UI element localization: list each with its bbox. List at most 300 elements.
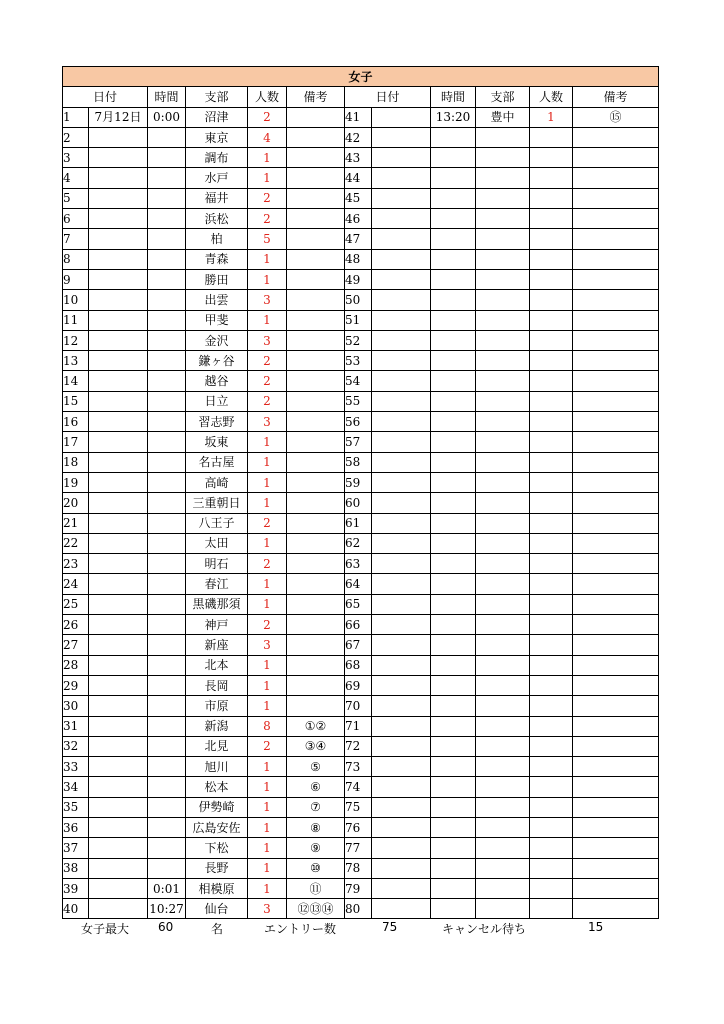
time-cell — [148, 716, 186, 736]
row-number: 20 — [63, 493, 89, 513]
table-row — [63, 757, 659, 777]
date-cell — [89, 716, 148, 736]
branch-cell — [476, 351, 530, 371]
branch-cell — [476, 472, 530, 492]
note-cell — [287, 675, 345, 695]
date-cell — [89, 371, 148, 391]
branch-cell: 越谷 — [186, 371, 248, 391]
row-number: 22 — [63, 533, 89, 553]
branch-cell: 下松 — [186, 838, 248, 858]
date-cell — [372, 290, 431, 310]
note-cell — [287, 107, 345, 127]
row-number: 32 — [63, 736, 89, 756]
count-cell — [530, 696, 573, 716]
row-number: 76 — [345, 817, 372, 837]
note-cell — [287, 533, 345, 553]
note-cell — [573, 899, 659, 919]
date-cell — [89, 209, 148, 229]
branch-cell: 八王子 — [186, 513, 248, 533]
row-number: 53 — [345, 351, 372, 371]
count-cell: 1 — [248, 594, 287, 614]
time-cell — [431, 736, 476, 756]
unit-label: 名 — [211, 922, 224, 936]
header-date-right: 日付 — [345, 87, 431, 107]
date-cell — [89, 777, 148, 797]
branch-cell — [476, 716, 530, 736]
row-number: 48 — [345, 249, 372, 269]
row-number: 2 — [63, 127, 89, 147]
count-cell — [530, 269, 573, 289]
note-cell — [573, 615, 659, 635]
date-cell — [89, 858, 148, 878]
row-number: 28 — [63, 655, 89, 675]
branch-cell: 市原 — [186, 696, 248, 716]
count-cell — [530, 817, 573, 837]
time-cell — [431, 858, 476, 878]
row-number: 41 — [345, 107, 372, 127]
time-cell — [431, 148, 476, 168]
date-cell — [372, 757, 431, 777]
time-cell: 0:01 — [148, 878, 186, 898]
note-cell — [573, 554, 659, 574]
count-cell — [530, 412, 573, 432]
row-number: 5 — [63, 188, 89, 208]
branch-cell: 新潟 — [186, 716, 248, 736]
branch-cell: 福井 — [186, 188, 248, 208]
date-cell — [372, 777, 431, 797]
branch-cell: 坂東 — [186, 432, 248, 452]
date-cell — [89, 554, 148, 574]
count-cell: 2 — [248, 554, 287, 574]
branch-cell: 太田 — [186, 533, 248, 553]
branch-cell — [476, 493, 530, 513]
row-number: 25 — [63, 594, 89, 614]
count-cell — [530, 533, 573, 553]
note-cell — [287, 249, 345, 269]
time-cell — [431, 615, 476, 635]
note-cell — [573, 310, 659, 330]
table-row — [63, 878, 659, 898]
time-cell — [431, 209, 476, 229]
row-number: 35 — [63, 797, 89, 817]
date-cell — [89, 615, 148, 635]
note-cell — [573, 412, 659, 432]
time-cell — [148, 533, 186, 553]
count-cell — [530, 290, 573, 310]
time-cell — [431, 899, 476, 919]
row-number: 55 — [345, 391, 372, 411]
count-cell — [530, 229, 573, 249]
note-cell — [287, 127, 345, 147]
time-cell — [431, 493, 476, 513]
table-row — [63, 675, 659, 695]
time-cell — [431, 290, 476, 310]
time-cell — [148, 797, 186, 817]
branch-cell: 松本 — [186, 777, 248, 797]
count-cell — [530, 330, 573, 350]
time-cell — [148, 351, 186, 371]
table-row — [63, 107, 659, 127]
note-cell — [287, 696, 345, 716]
note-cell — [573, 351, 659, 371]
count-cell — [530, 472, 573, 492]
note-cell — [573, 330, 659, 350]
note-cell: ⑫⑬⑭ — [287, 899, 345, 919]
count-cell: 1 — [248, 777, 287, 797]
time-cell — [431, 757, 476, 777]
note-cell — [287, 635, 345, 655]
count-cell: 1 — [248, 249, 287, 269]
row-number: 58 — [345, 452, 372, 472]
note-cell — [287, 391, 345, 411]
count-cell — [530, 513, 573, 533]
count-cell: 1 — [248, 838, 287, 858]
branch-cell: 柏 — [186, 229, 248, 249]
branch-cell: 黒磯那須 — [186, 594, 248, 614]
branch-cell — [476, 817, 530, 837]
time-cell — [148, 432, 186, 452]
date-cell — [89, 472, 148, 492]
time-cell — [431, 635, 476, 655]
note-cell — [287, 412, 345, 432]
time-cell — [431, 371, 476, 391]
row-number: 8 — [63, 249, 89, 269]
note-cell — [287, 310, 345, 330]
table-row — [63, 696, 659, 716]
time-cell — [148, 757, 186, 777]
row-number: 66 — [345, 615, 372, 635]
note-cell — [573, 452, 659, 472]
branch-cell — [476, 229, 530, 249]
note-cell — [573, 655, 659, 675]
note-cell — [573, 594, 659, 614]
time-cell — [431, 838, 476, 858]
row-number: 3 — [63, 148, 89, 168]
time-cell — [431, 472, 476, 492]
date-cell — [372, 696, 431, 716]
count-cell: 1 — [248, 493, 287, 513]
note-cell — [573, 878, 659, 898]
branch-cell — [476, 574, 530, 594]
time-cell — [431, 188, 476, 208]
branch-cell: 三重朝日 — [186, 493, 248, 513]
time-cell — [431, 655, 476, 675]
note-cell — [573, 209, 659, 229]
time-cell — [431, 574, 476, 594]
note-cell — [573, 574, 659, 594]
count-cell — [530, 594, 573, 614]
count-cell — [530, 797, 573, 817]
count-cell: 2 — [248, 188, 287, 208]
row-number: 40 — [63, 899, 89, 919]
date-cell — [89, 432, 148, 452]
note-cell — [573, 249, 659, 269]
time-cell — [148, 148, 186, 168]
time-cell — [148, 838, 186, 858]
note-cell — [573, 290, 659, 310]
time-cell — [148, 330, 186, 350]
date-cell — [372, 554, 431, 574]
count-cell: 2 — [248, 209, 287, 229]
time-cell — [148, 371, 186, 391]
row-number: 27 — [63, 635, 89, 655]
table-row — [63, 858, 659, 878]
row-number: 18 — [63, 452, 89, 472]
table-row — [63, 817, 659, 837]
note-cell — [287, 513, 345, 533]
note-cell — [573, 229, 659, 249]
count-cell: 3 — [248, 899, 287, 919]
date-cell — [372, 675, 431, 695]
row-number: 68 — [345, 655, 372, 675]
branch-cell — [476, 249, 530, 269]
branch-cell: 新座 — [186, 635, 248, 655]
branch-cell: 長岡 — [186, 675, 248, 695]
date-cell — [372, 493, 431, 513]
female-max-value: 60 — [158, 920, 174, 934]
date-cell — [89, 594, 148, 614]
row-number: 47 — [345, 229, 372, 249]
time-cell — [148, 615, 186, 635]
note-cell — [573, 675, 659, 695]
time-cell — [148, 452, 186, 472]
date-cell — [89, 168, 148, 188]
date-cell — [89, 635, 148, 655]
row-number: 62 — [345, 533, 372, 553]
branch-cell: 広島安佐 — [186, 817, 248, 837]
branch-cell — [476, 635, 530, 655]
note-cell — [573, 493, 659, 513]
sheet-title: 女子 — [63, 67, 659, 87]
date-cell — [372, 188, 431, 208]
branch-cell — [476, 371, 530, 391]
note-cell — [573, 371, 659, 391]
branch-cell: 相模原 — [186, 878, 248, 898]
date-cell — [372, 168, 431, 188]
count-cell — [530, 493, 573, 513]
count-cell — [530, 351, 573, 371]
date-cell — [89, 452, 148, 472]
row-number: 74 — [345, 777, 372, 797]
header-date-left: 日付 — [63, 87, 148, 107]
waitlist-value: 15 — [588, 920, 604, 934]
count-cell: 2 — [248, 391, 287, 411]
time-cell — [148, 736, 186, 756]
time-cell — [148, 209, 186, 229]
waitlist-label: キャンセル待ち — [442, 922, 527, 936]
date-cell — [372, 452, 431, 472]
date-cell — [372, 615, 431, 635]
row-number: 37 — [63, 838, 89, 858]
table-row — [63, 899, 659, 919]
date-cell — [89, 127, 148, 147]
count-cell — [530, 249, 573, 269]
entry-count-label: エントリー数 — [264, 922, 337, 936]
branch-cell — [476, 513, 530, 533]
table-row — [63, 472, 659, 492]
date-cell — [89, 574, 148, 594]
note-cell — [573, 757, 659, 777]
row-number: 44 — [345, 168, 372, 188]
note-cell — [573, 533, 659, 553]
count-cell: 1 — [248, 269, 287, 289]
note-cell — [287, 493, 345, 513]
time-cell — [431, 594, 476, 614]
date-cell — [89, 188, 148, 208]
count-cell: 2 — [248, 736, 287, 756]
branch-cell: 名古屋 — [186, 452, 248, 472]
branch-cell: 仙台 — [186, 899, 248, 919]
count-cell: 1 — [248, 472, 287, 492]
time-cell — [148, 391, 186, 411]
branch-cell — [476, 330, 530, 350]
count-cell: 3 — [248, 412, 287, 432]
date-cell — [89, 878, 148, 898]
table-row — [63, 655, 659, 675]
entry-table-body — [63, 67, 659, 919]
count-cell: 1 — [248, 757, 287, 777]
count-cell: 1 — [248, 655, 287, 675]
row-number: 38 — [63, 858, 89, 878]
time-cell — [148, 675, 186, 695]
time-cell — [148, 188, 186, 208]
note-cell: ⑩ — [287, 858, 345, 878]
branch-cell: 北見 — [186, 736, 248, 756]
count-cell — [530, 432, 573, 452]
note-cell — [287, 290, 345, 310]
row-number: 17 — [63, 432, 89, 452]
time-cell — [148, 635, 186, 655]
row-number: 56 — [345, 412, 372, 432]
count-cell — [530, 391, 573, 411]
branch-cell — [476, 269, 530, 289]
note-cell — [287, 574, 345, 594]
time-cell — [431, 229, 476, 249]
time-cell — [431, 696, 476, 716]
branch-cell: 高崎 — [186, 472, 248, 492]
branch-cell: 水戸 — [186, 168, 248, 188]
row-number: 51 — [345, 310, 372, 330]
date-cell — [89, 655, 148, 675]
note-cell — [573, 391, 659, 411]
table-row — [63, 797, 659, 817]
row-number: 79 — [345, 878, 372, 898]
branch-cell: 勝田 — [186, 269, 248, 289]
branch-cell — [476, 533, 530, 553]
count-cell: 1 — [248, 797, 287, 817]
table-row — [63, 249, 659, 269]
row-number: 49 — [345, 269, 372, 289]
summary-footer — [62, 918, 658, 938]
time-cell — [148, 229, 186, 249]
table-row — [63, 615, 659, 635]
note-cell — [287, 188, 345, 208]
row-number: 52 — [345, 330, 372, 350]
time-cell — [148, 777, 186, 797]
branch-cell — [476, 168, 530, 188]
count-cell — [530, 838, 573, 858]
note-cell — [573, 513, 659, 533]
time-cell — [148, 269, 186, 289]
time-cell — [431, 127, 476, 147]
table-row — [63, 310, 659, 330]
count-cell: 2 — [248, 615, 287, 635]
time-cell — [148, 249, 186, 269]
count-cell — [530, 574, 573, 594]
header-count-right: 人数 — [530, 87, 573, 107]
row-number: 77 — [345, 838, 372, 858]
note-cell — [287, 472, 345, 492]
header-branch-right: 支部 — [476, 87, 530, 107]
date-cell — [89, 330, 148, 350]
time-cell — [431, 168, 476, 188]
count-cell — [530, 310, 573, 330]
branch-cell: 甲斐 — [186, 310, 248, 330]
count-cell: 2 — [248, 351, 287, 371]
branch-cell — [476, 838, 530, 858]
time-cell — [148, 310, 186, 330]
row-number: 42 — [345, 127, 372, 147]
row-number: 72 — [345, 736, 372, 756]
date-cell — [372, 533, 431, 553]
time-cell — [431, 391, 476, 411]
header-note-right: 備考 — [573, 87, 659, 107]
count-cell — [530, 736, 573, 756]
branch-cell — [476, 412, 530, 432]
count-cell: 1 — [248, 533, 287, 553]
count-cell: 1 — [248, 878, 287, 898]
table-row — [63, 351, 659, 371]
row-number: 34 — [63, 777, 89, 797]
row-number: 11 — [63, 310, 89, 330]
table-row — [63, 493, 659, 513]
date-cell — [89, 899, 148, 919]
count-cell — [530, 635, 573, 655]
count-cell: 4 — [248, 127, 287, 147]
date-cell — [89, 513, 148, 533]
count-cell — [530, 757, 573, 777]
note-cell — [573, 797, 659, 817]
date-cell — [372, 635, 431, 655]
time-cell — [148, 858, 186, 878]
date-cell — [372, 330, 431, 350]
time-cell — [148, 655, 186, 675]
count-cell: 1 — [248, 432, 287, 452]
time-cell — [148, 513, 186, 533]
date-cell — [372, 513, 431, 533]
date-cell — [372, 574, 431, 594]
count-cell — [530, 675, 573, 695]
row-number: 13 — [63, 351, 89, 371]
row-number: 12 — [63, 330, 89, 350]
count-cell: 1 — [248, 148, 287, 168]
row-number: 65 — [345, 594, 372, 614]
date-cell — [89, 310, 148, 330]
note-cell: ⑧ — [287, 817, 345, 837]
branch-cell — [476, 391, 530, 411]
row-number: 9 — [63, 269, 89, 289]
date-cell — [372, 391, 431, 411]
count-cell — [530, 554, 573, 574]
note-cell — [573, 696, 659, 716]
branch-cell: 神戸 — [186, 615, 248, 635]
date-cell — [372, 269, 431, 289]
count-cell: 1 — [248, 310, 287, 330]
table-row — [63, 209, 659, 229]
date-cell — [89, 736, 148, 756]
time-cell — [148, 472, 186, 492]
time-cell — [148, 817, 186, 837]
